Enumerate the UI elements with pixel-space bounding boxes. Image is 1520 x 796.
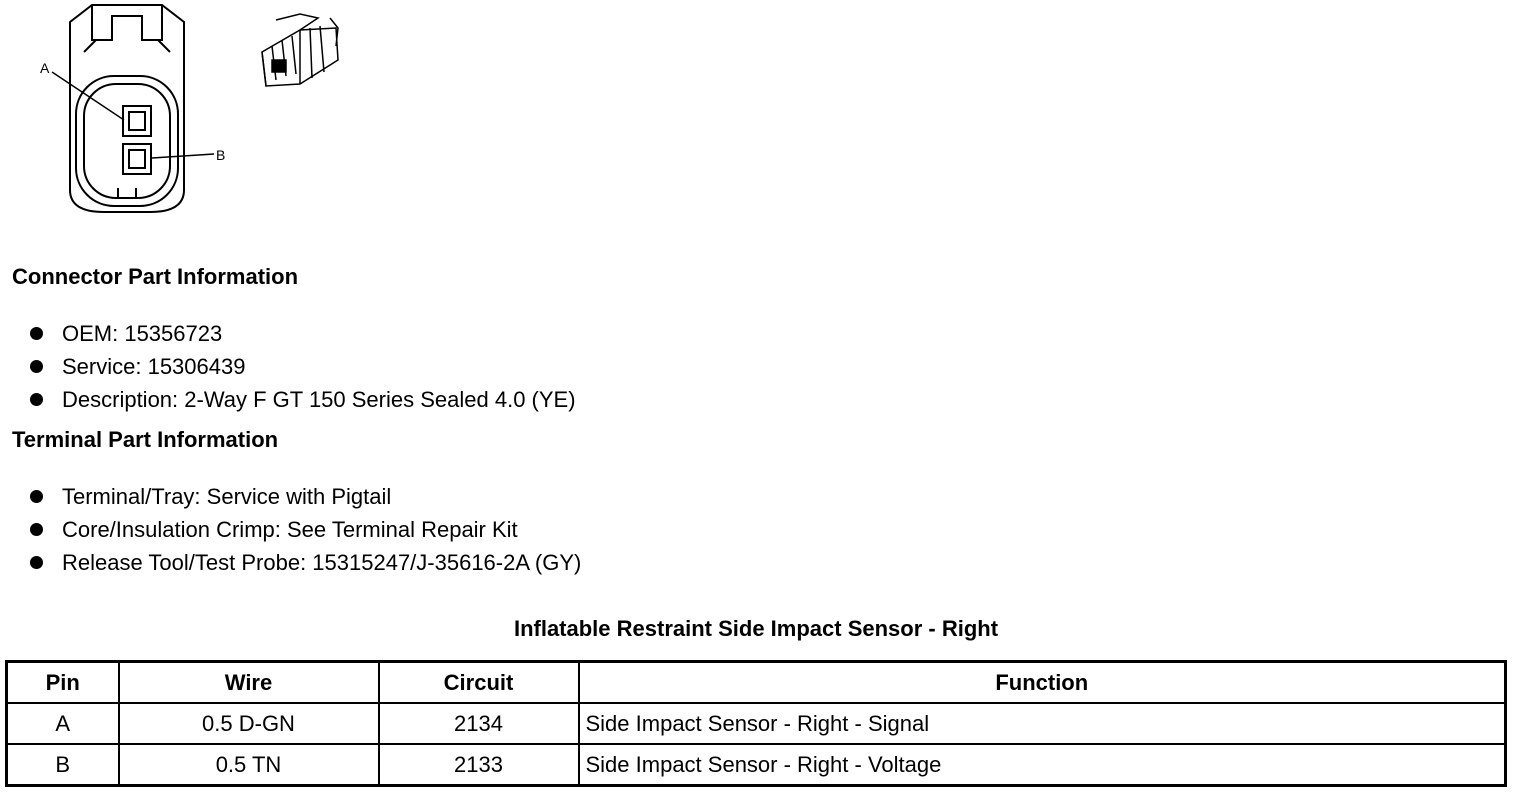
bullet-icon (30, 556, 43, 569)
connector-latch (92, 5, 162, 40)
table-header-row (7, 662, 1506, 704)
oem-part-text: OEM: 15356723 (62, 321, 223, 346)
wire-cell: 0.5 D-GN (119, 703, 379, 744)
crimp-text: Core/Insulation Crimp: See Terminal Repair Kit (62, 517, 518, 542)
list-item (30, 317, 576, 350)
pin-cell: B (7, 744, 119, 786)
terminal-tray-text: Terminal/Tray: Service with Pigtail (62, 484, 392, 509)
header-pin: Pin (7, 662, 119, 704)
bullet-icon (30, 393, 43, 406)
list-item (30, 546, 581, 579)
pin-label-a: A (40, 60, 50, 76)
terminal-part-heading: Terminal Part Information (12, 427, 279, 452)
connector-diagram (0, 0, 360, 230)
circuit-cell: 2133 (379, 744, 579, 786)
list-item (30, 513, 581, 546)
function-cell: Side Impact Sensor - Right - Signal (579, 703, 1506, 744)
cavity-a (123, 106, 151, 136)
table-row (7, 703, 1506, 744)
leader-line-a (52, 72, 124, 120)
list-item (30, 350, 576, 383)
description-text: Description: 2-Way F GT 150 Series Sealed 4.0 (YE) (62, 387, 576, 412)
bullet-icon (30, 327, 43, 340)
table-row (7, 744, 1506, 786)
connector-part-list (30, 317, 576, 416)
release-tool-text: Release Tool/Test Probe: 15315247/J-35616-2A (GY) (62, 550, 582, 575)
function-cell: Side Impact Sensor - Right - Voltage (579, 744, 1506, 786)
pinout-table (5, 660, 1507, 787)
connector-part-heading: Connector Part Information (12, 264, 299, 289)
connector-isometric-icon (262, 14, 338, 86)
header-function: Function (579, 662, 1506, 704)
terminal-part-list (30, 480, 581, 579)
circuit-cell: 2134 (379, 703, 579, 744)
pin-cell: A (7, 703, 119, 744)
list-item (30, 480, 581, 513)
table-title: Inflatable Restraint Side Impact Sensor - Right (513, 616, 999, 641)
bullet-icon (30, 523, 43, 536)
pin-label-b: B (216, 147, 226, 163)
service-part-text: Service: 15306439 (62, 354, 246, 379)
wire-cell: 0.5 TN (119, 744, 379, 786)
list-item (30, 383, 576, 416)
header-wire: Wire (119, 662, 379, 704)
header-circuit: Circuit (379, 662, 579, 704)
bullet-icon (30, 360, 43, 373)
cavity-b (123, 144, 151, 174)
bullet-icon (30, 490, 43, 503)
